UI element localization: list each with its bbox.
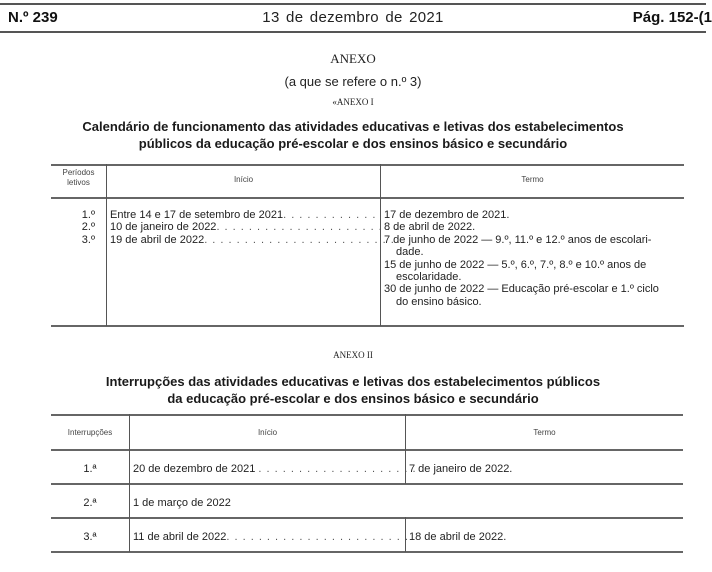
- page-number: Pág. 152-(1: [632, 9, 712, 26]
- annex2-title-line1: Interrupções das atividades educativas e letivas dos estabelecimentos públicos: [105, 374, 601, 389]
- page-header: [0, 3, 712, 33]
- annex1-title-line1: Calendário de funcionamento das atividades educativas e letivas dos estabelecimentos: [82, 119, 624, 134]
- period-end-continuation: do ensino básico.: [396, 295, 482, 308]
- interruption-end: 7 de janeiro de 2022.: [409, 463, 513, 475]
- start-column: [110, 209, 399, 246]
- column-header-interruptions: Interrupções: [67, 428, 113, 437]
- period-label: 2.º: [81, 221, 95, 234]
- period-start: 19 de abril de 2022. . . . . . . . . . . . . . . . . . . . . . . .: [110, 233, 395, 246]
- column-header-start: Início: [257, 428, 278, 437]
- interruption-label: 2.ª: [83, 497, 97, 509]
- issue-number: N.º 239: [8, 9, 58, 26]
- column-header-start: Início: [233, 175, 254, 184]
- period-end-continuation: escolaridade.: [396, 271, 462, 284]
- column-header-end: Termo: [533, 428, 556, 437]
- annex1-label: «ANEXO I: [332, 97, 374, 107]
- column-header-periods: Períodos letivos: [62, 168, 95, 187]
- period-end: 17 de dezembro de 2021.: [384, 209, 510, 221]
- period-start: Entre 14 e 17 de setembro de 2021. . . . . . . . . . . .: [110, 209, 377, 221]
- period-label: 3.º: [81, 233, 95, 246]
- annex2-title: [0, 373, 706, 407]
- table-rule: [51, 197, 684, 199]
- school-calendar-table: [51, 159, 684, 327]
- annex-reference: (a que se refere o n.º 3): [284, 74, 422, 89]
- table-rule: [51, 164, 684, 166]
- period-end: 30 de junho de 2022 — Educação pré-escolar e 1.º ciclo: [384, 283, 659, 296]
- annex1-title-line2: públicos da educação pré-escolar e dos ensinos básico e secundário: [138, 136, 568, 151]
- column-divider: [106, 164, 107, 326]
- period-end: 15 de junho de 2022 — 5.º, 6.º, 7.º, 8.º e 10.º anos de: [384, 258, 647, 271]
- annex2-label: ANEXO II: [333, 350, 373, 360]
- interruption-start: 20 de dezembro de 2021 . . . . . . . . . . . . . . . . . . . .: [133, 463, 417, 475]
- annex-heading: ANEXO: [330, 51, 376, 66]
- interruption-label: 3.ª: [83, 531, 97, 543]
- publication-date: 13 de dezembro de 2021: [262, 9, 444, 26]
- table-rule: [51, 551, 683, 553]
- period-start: 10 de janeiro de 2022. . . . . . . . . . . . . . . . . . . . . . .: [110, 221, 399, 234]
- annex1-title: [0, 118, 706, 152]
- annex2-title-line2: da educação pré-escolar e dos ensinos básico e secundário: [167, 391, 539, 406]
- table-rule: [51, 449, 683, 451]
- interruption-label: 1.ª: [83, 463, 97, 475]
- period-end: 8 de abril de 2022.: [384, 221, 476, 234]
- table-rule: [51, 517, 683, 519]
- period-end: 7 de junho de 2022 — 9.º, 11.º e 12.º anos de escolari-: [384, 233, 652, 246]
- end-column: [384, 209, 684, 308]
- column-header-end: Termo: [521, 175, 544, 184]
- interruption-end: 18 de abril de 2022.: [409, 531, 507, 543]
- table-rule: [51, 414, 683, 416]
- table-rule: [51, 483, 683, 485]
- interruptions-table: [51, 414, 683, 550]
- period-label: 1.º: [81, 209, 95, 221]
- periods-column: [65, 209, 95, 246]
- period-end-continuation: dade.: [396, 246, 424, 259]
- interruption-start: 1 de março de 2022: [133, 497, 231, 509]
- interruption-start: 11 de abril de 2022. . . . . . . . . . . . . . . . . . . . . . .: [133, 531, 409, 543]
- table-rule: [51, 325, 684, 327]
